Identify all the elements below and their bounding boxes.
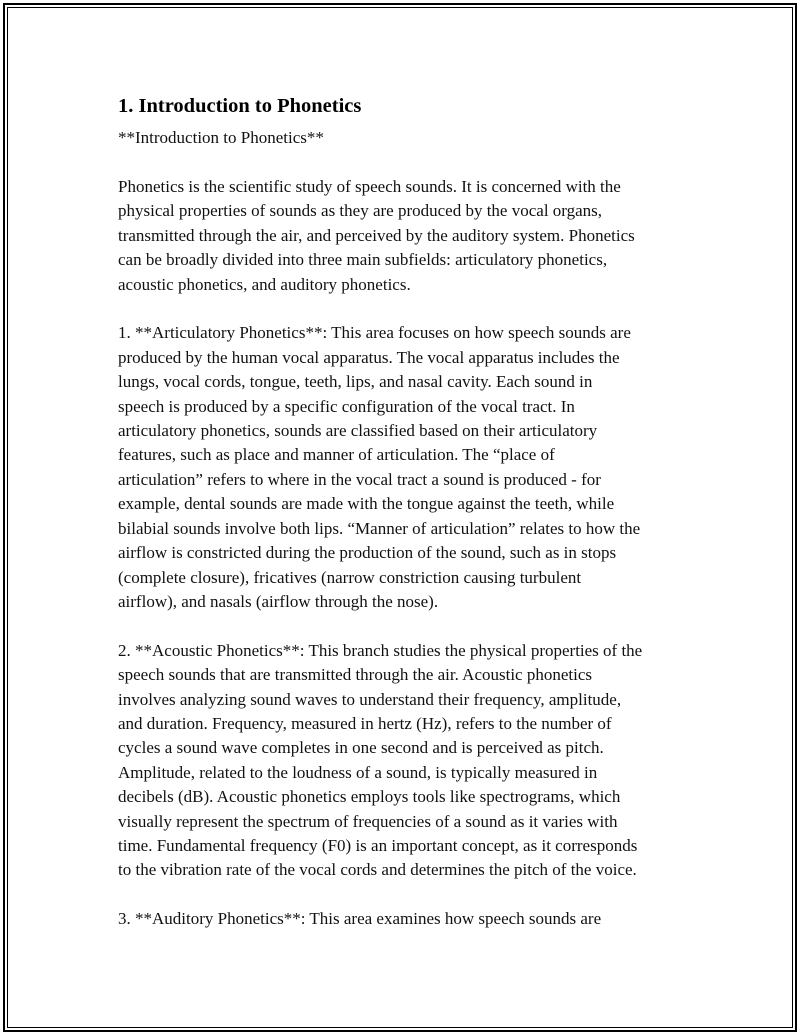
text-line: (complete closure), fricatives (narrow constriction causing turbulent — [118, 567, 582, 587]
text-line: 3. **Auditory Phonetics**: This area examines how speech sounds are — [118, 909, 602, 929]
text-line: can be broadly divided into three main subfields: articulatory phonetics, — [118, 250, 608, 270]
text-line: decibels (dB). Acoustic phonetics employs tools like spectrograms, which — [118, 787, 621, 807]
text-line: **Introduction to Phonetics** — [118, 128, 324, 147]
paragraph-auditory — [118, 907, 708, 931]
text-line: articulatory phonetics, sounds are classified based on their articulatory — [118, 421, 598, 441]
text-line: lungs, vocal cords, tongue, teeth, lips, and nasal cavity. Each sound in — [118, 372, 593, 392]
text-line: produced by the human vocal apparatus. The vocal apparatus includes the — [118, 347, 620, 367]
paragraph-articulatory — [118, 321, 708, 614]
text-line: time. Fundamental frequency (F0) is an important concept, as it corresponds — [118, 836, 638, 856]
text-line: airflow), and nasals (airflow through the nose). — [118, 591, 439, 611]
text-line: Amplitude, related to the loudness of a sound, is typically measured in — [118, 762, 598, 782]
text-line: speech is produced by a specific configuration of the vocal tract. In — [118, 396, 575, 416]
text-line: and duration. Frequency, measured in hertz (Hz), refers to the number of — [118, 714, 612, 734]
text-line: articulation” refers to where in the vocal tract a sound is produced - for — [118, 469, 601, 489]
text-line: to the vibration rate of the vocal cords and determines the pitch of the voice. — [118, 860, 637, 880]
text-line: speech sounds that are transmitted through the air. Acoustic phonetics — [118, 665, 592, 685]
text-line: 2. **Acoustic Phonetics**: This branch studies the physical properties of the — [118, 640, 643, 660]
text-line: Phonetics is the scientific study of speech sounds. It is concerned with the — [118, 176, 621, 196]
text-line: involves analyzing sound waves to understand their frequency, amplitude, — [118, 689, 622, 709]
paragraph-acoustic — [118, 639, 708, 883]
section-heading: 1. Introduction to Phonetics — [118, 95, 362, 117]
text-line: example, dental sounds are made with the tongue against the teeth, while — [118, 494, 615, 514]
text-line: visually represent the spectrum of frequencies of a sound as it varies with — [118, 811, 618, 831]
text-line: cycles a sound wave completes in one second and is perceived as pitch. — [118, 738, 604, 758]
text-line: transmitted through the air, and perceived by the auditory system. Phonetics — [118, 225, 635, 245]
text-line: airflow is constricted during the production of the sound, such as in stops — [118, 543, 617, 563]
document-body — [118, 93, 708, 956]
text-line: physical properties of sounds as they are produced by the vocal organs, — [118, 201, 603, 221]
text-line: features, such as place and manner of articulation. The “place of — [118, 445, 555, 465]
paragraph-intro — [118, 175, 708, 297]
text-line: bilabial sounds involve both lips. “Manner of articulation” relates to how the — [118, 518, 641, 538]
text-line: acoustic phonetics, and auditory phonetics. — [118, 274, 411, 294]
text-line: 1. **Articulatory Phonetics**: This area focuses on how speech sounds are — [118, 323, 631, 343]
paragraph-subtitle — [118, 126, 708, 150]
